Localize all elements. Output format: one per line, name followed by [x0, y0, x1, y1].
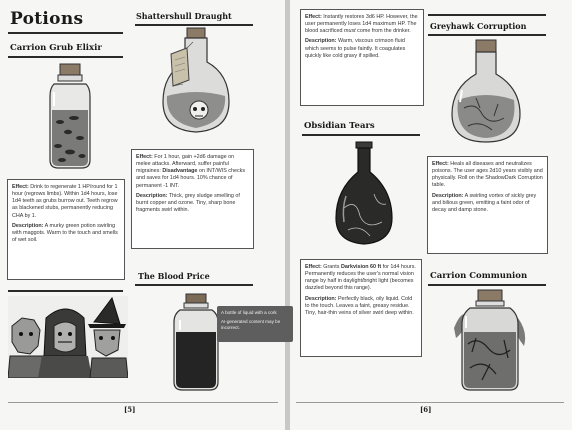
footer-rule	[296, 402, 564, 403]
goblins-illustration	[8, 296, 128, 378]
carrion-grub-title: Carrion Grub Elixir	[10, 43, 102, 53]
greyhawk-bottle-image	[446, 38, 526, 146]
disadvantage-text: on INT/WIS checks and saves for 1d4 hours. 10% chance of permanent -1 INT.	[136, 168, 246, 189]
description-text: A swirling vortex of sickly grey and bilious green, emitting a faint odor of decay and damp stone.	[432, 192, 537, 213]
description-label: Description:	[12, 222, 44, 229]
page-number: [6]	[420, 405, 432, 414]
effect-emphasis: must	[343, 28, 356, 35]
effect-label: Effect:	[305, 14, 322, 20]
effect-label: Effect:	[136, 154, 153, 160]
effect-label: Effect:	[12, 184, 29, 190]
page-number: [5]	[124, 405, 136, 414]
obsidian-bottle-image	[330, 138, 398, 248]
disadvantage-label: Disadvantage	[162, 168, 198, 175]
description-label: Description:	[305, 38, 337, 45]
effect-tail: come from the drinker.	[357, 28, 411, 35]
carrion-grub-rule	[8, 56, 123, 58]
blood-price-bottle-image	[168, 292, 224, 392]
greyhawk-top-rule	[428, 14, 546, 16]
description-text: Warm, viscous crimson fluid which seems to pulse faintly. It coagulates quickly like cold gravy if spilled.	[305, 38, 406, 59]
effect-text: Heals all diseases and neutralizes poisons. The user ages 2d10 years visibly and physically. Roll on the ShadowDark Corruption table.	[432, 161, 543, 189]
description-text: Thick, grey sludge smelling of burnt copper and ozone. Tiny, sharp bone fragments swirl within.	[136, 192, 240, 213]
blood-price-rule	[135, 284, 253, 286]
blood-price-effect-box	[300, 9, 424, 106]
effect-text: Instantly restores 3d6 HP. However, the user permanently loses 1d4 maximum HP. The blood sacrificed	[305, 14, 418, 35]
obsidian-effect-box	[300, 259, 422, 357]
alt-text-tooltip	[217, 306, 293, 342]
effect-text: Drink to regenerate 1 HP/round for 1 hour (regrows limbs). Within 1d4 hours, lose 1d4 teeth as grubs burrow out. Teeth regrow as blackened stubs, permanently reducing CHA by 1.	[12, 184, 118, 219]
carrion-communion-rule	[428, 284, 546, 286]
description-text: A murky green potion swirling with maggots. Warm to the touch and smells of wet soil.	[12, 222, 118, 243]
tooltip-text: A bottle of liquid with a cork	[221, 310, 277, 315]
blood-price-title: The Blood Price	[138, 271, 210, 281]
shattershull-flask-image	[153, 26, 239, 138]
heading-rule	[8, 32, 123, 34]
shattershull-effect-box	[131, 149, 254, 249]
darkvision-label: Darkvision 60 ft	[340, 264, 382, 270]
carrion-communion-jar-image	[448, 288, 532, 392]
carrion-grub-jar-image	[40, 62, 100, 172]
obsidian-rule	[302, 134, 420, 136]
footer-rule	[8, 402, 278, 403]
tooltip-disclaimer: AI-generated content may be incorrect.	[221, 318, 281, 330]
greyhawk-effect-box	[427, 156, 548, 254]
obsidian-title: Obsidian Tears	[304, 121, 375, 131]
greyhawk-rule	[428, 34, 546, 36]
carrion-grub-effect-box	[7, 179, 125, 280]
greyhawk-title: Greyhawk Corruption	[430, 21, 527, 31]
effect-tail: for 1d4 hours. Permanently reduces the user's normal vision range by half in daylight/bright light (becomes dazzled beyond this range).	[305, 264, 416, 292]
description-label: Description:	[136, 192, 168, 199]
shattershull-title: Shattershull Draught	[136, 11, 232, 21]
description-label: Description:	[305, 295, 337, 302]
effect-text: Grants	[323, 264, 340, 270]
section-rule	[8, 290, 123, 292]
effect-text: For 1 hour, gain +2d6 damage on melee attacks. Afterward, suffer painful migraines:	[136, 154, 235, 175]
description-text: Perfectly black, oily liquid. Cold to the touch. Leaves a faint, greasy residue. Tiny, hair-thin veins of silver swirl deep within.	[305, 295, 414, 316]
carrion-communion-title: Carrion Communion	[430, 271, 528, 281]
description-label: Description:	[432, 192, 464, 199]
effect-label: Effect:	[432, 161, 449, 167]
page-heading: Potions	[10, 9, 84, 29]
effect-label: Effect:	[305, 264, 322, 270]
